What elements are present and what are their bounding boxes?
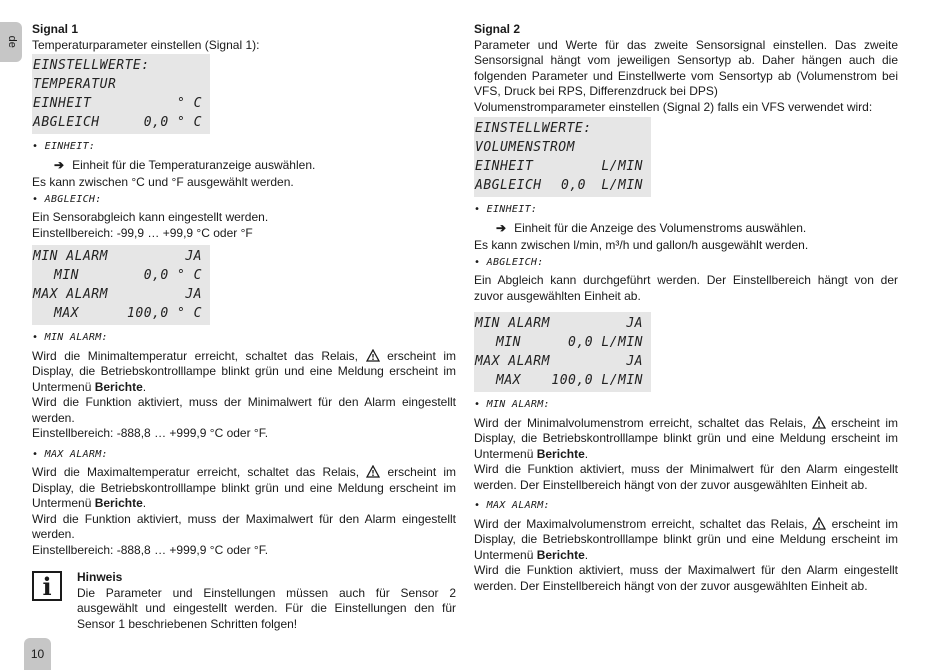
berichte-menu-name: Berichte: [536, 547, 585, 562]
abgleich-desc: Ein Sensorabgleich kann eingestellt werden.: [32, 210, 269, 224]
signal2-intro: Parameter und Werte für das zweite Sensorsignal einstellen. Das zweite Sensorsignal hängt vom jeweiligen Sensortyp ab. Daher hängen auch die folgenden Parameter und Einstellwerte vom Sensortyp ab (Volumenstrom bei VFS, Druck bei RPS, Differenzdruck bei DPS): [474, 37, 898, 98]
min-alarm-label: • MIN ALARM:: [474, 399, 550, 410]
einheit-label: • EINHEIT:: [32, 141, 96, 152]
lcd-row: [33, 285, 210, 304]
lcd-value: JA: [626, 354, 643, 369]
signal2-intro2: Volumenstromparameter einstellen (Signal 2) falls ein VFS verwendet wird:: [474, 99, 873, 114]
berichte-menu-name: Berichte: [536, 446, 585, 461]
max-alarm-text-b: erscheint im Display, die Betriebskontrolllampe blinkt grün und eine Meldung erscheint im Untermenü: [474, 516, 899, 562]
lcd-value: ° C: [177, 96, 202, 111]
warning-icon: [812, 517, 826, 530]
max-alarm-text-b: erscheint im Display, die Betriebskontrolllampe blinkt grün und eine Meldung erscheint im Untermenü: [32, 465, 456, 510]
min-alarm-text-b: erscheint im Display, die Betriebskontrolllampe blinkt grün und eine Meldung erscheint im Untermenü: [32, 348, 457, 394]
hint-box: [32, 570, 456, 632]
right-column: [474, 22, 898, 594]
abgleich-range: Einstellbereich: -99,9 … +99,9 °C oder °F: [32, 225, 253, 240]
lcd-row: [33, 75, 210, 94]
left-column: [32, 22, 456, 632]
lcd-text: MAX ALARM: [475, 354, 550, 369]
max-alarm-text: Wird die Maximaltemperatur erreicht, schaltet das Relais, erscheint im Display, die Betriebskontrolllampe blinkt grün und eine Meldung erscheint im Untermenü Berichte.: [32, 465, 456, 510]
min-alarm-range: Einstellbereich: -888,8 … +999,9 °C oder °F.: [32, 426, 269, 440]
lcd-text: MIN ALARM: [475, 316, 550, 331]
min-alarm-text-b: erscheint im Display, die Betriebskontrolllampe blinkt grün und eine Meldung erscheint im Untermenü: [474, 415, 898, 461]
lcd-text: TEMPERATUR: [33, 77, 117, 92]
lcd-value: L/MIN: [601, 178, 643, 193]
signal2-heading: Signal 2: [474, 22, 521, 36]
arrow-right-icon: ➔: [496, 220, 507, 235]
abgleich-desc: Ein Abgleich kann durchgeführt werden. Der Einstellbereich hängt von der zuvor ausgewählten Einheit ab.: [474, 273, 898, 303]
lcd-row: [475, 157, 651, 176]
min-alarm-activate: Wird die Funktion aktiviert, muss der Minimalwert für den Alarm eingestellt werden. Der Einstellbereich hängt von der zuvor ausgewählten Einheit ab.: [474, 462, 898, 492]
einheit-label: • EINHEIT:: [474, 204, 538, 215]
signal1-heading: Signal 1: [32, 22, 79, 36]
max-alarm-text-a: Wird die Maximaltemperatur erreicht, schaltet das Relais,: [32, 465, 360, 479]
lcd-row: [475, 371, 651, 390]
lcd-value: 0,0 ° C: [143, 115, 202, 130]
lcd-text: MIN ALARM: [33, 249, 108, 264]
lcd-alarm-volume: [474, 312, 651, 392]
berichte-menu-name: Berichte: [94, 496, 143, 510]
lcd-text: MAX: [54, 306, 79, 321]
lcd-row: [475, 333, 651, 352]
min-alarm-text-a: Wird die Minimaltemperatur erreicht, schaltet das Relais,: [32, 348, 359, 363]
lcd-text: MAX: [496, 373, 521, 388]
einheit-instruction: [32, 158, 456, 174]
lcd-row: [33, 94, 210, 113]
lcd-text: MAX ALARM: [33, 287, 108, 302]
lcd-row: [475, 138, 651, 157]
lcd-text: EINHEIT: [475, 159, 534, 174]
einheit-note: Es kann zwischen °C und °F ausgewählt werden.: [32, 175, 294, 189]
max-alarm-activate: Wird die Funktion aktiviert, muss der Maximalwert für den Alarm eingestellt werden.: [32, 511, 456, 541]
max-alarm-label: • MAX ALARM:: [32, 448, 108, 460]
lcd-value: 0,0 L/MIN: [568, 335, 643, 350]
max-alarm-range: Einstellbereich: -888,8 … +999,9 °C oder °F.: [32, 542, 269, 557]
lcd-text: EINHEIT: [33, 96, 92, 111]
lcd-value: JA: [185, 287, 202, 302]
max-alarm-label: • MAX ALARM:: [474, 500, 550, 511]
lcd-value: L/MIN: [601, 159, 643, 174]
lcd-row: [33, 304, 210, 323]
lcd-value: 100,0 L/MIN: [551, 373, 643, 388]
max-alarm-text: Wird der Maximalvolumenstrom erreicht, schaltet das Relais, erscheint im Display, die Betriebskontrolllampe blinkt grün und eine Meldung erscheint im Untermenü Berichte.: [474, 516, 899, 562]
lcd-row: [33, 266, 210, 285]
lcd-row: [475, 352, 651, 371]
berichte-menu-name: Berichte: [94, 379, 143, 394]
hint-text: Die Parameter und Einstellungen müssen auch für Sensor 2 ausgewählt und eingestellt werden. Für die Einstellungen den für Sensor 1 beschriebenen Schritten folgen!: [77, 585, 456, 631]
lcd-row: [475, 314, 651, 333]
lcd-value: JA: [626, 316, 643, 331]
lcd-text: MIN: [496, 335, 521, 350]
lcd-settings-volume: [474, 117, 651, 197]
lcd-text: EINSTELLWERTE:: [475, 121, 592, 136]
einheit-note: Es kann zwischen l/min, m³/h und gallon/h ausgewählt werden.: [474, 238, 809, 252]
abgleich-label: • ABGLEICH:: [474, 256, 544, 268]
lcd-row: [475, 119, 651, 138]
language-tab-label: de: [5, 35, 18, 48]
einheit-desc: Einheit für die Anzeige des Volumenstroms auswählen.: [514, 220, 807, 235]
einheit-desc: Einheit für die Temperaturanzeige auswählen.: [72, 157, 316, 172]
max-alarm-text-a: Wird der Maximalvolumenstrom erreicht, schaltet das Relais,: [474, 516, 808, 531]
min-alarm-text-a: Wird der Minimalvolumenstrom erreicht, schaltet das Relais,: [474, 415, 807, 430]
einheit-instruction: [474, 221, 898, 237]
lcd-text: EINSTELLWERTE:: [33, 58, 150, 73]
lcd-row: [33, 56, 210, 75]
min-alarm-text: Wird die Minimaltemperatur erreicht, schaltet das Relais, erscheint im Display, die Betriebskontrolllampe blinkt grün und eine Meldung erscheint im Untermenü Berichte.: [32, 348, 457, 394]
info-icon: i: [32, 571, 62, 601]
warning-icon: [366, 349, 380, 362]
warning-icon: [366, 465, 380, 478]
lcd-settings-temperature: [32, 54, 210, 134]
lcd-text: ABGLEICH: [33, 115, 100, 130]
lcd-text: MIN: [54, 268, 79, 283]
lcd-row: [475, 176, 651, 195]
min-alarm-text: Wird der Minimalvolumenstrom erreicht, schaltet das Relais, erscheint im Display, die Betriebskontrolllampe blinkt grün und eine Meldung erscheint im Untermenü Berichte.: [474, 415, 898, 461]
lcd-row: [33, 247, 210, 266]
lcd-text: ABGLEICH: [475, 178, 542, 193]
warning-icon: [812, 416, 826, 429]
hint-title: Hinweis: [77, 570, 123, 584]
min-alarm-activate: Wird die Funktion aktiviert, muss der Minimalwert für den Alarm eingestellt werden.: [32, 395, 456, 425]
lcd-value: 100,0 ° C: [127, 306, 202, 321]
page-number: 10: [24, 638, 51, 670]
lcd-value: 0,0: [561, 178, 586, 193]
abgleich-label: • ABGLEICH:: [32, 193, 102, 205]
max-alarm-activate: Wird die Funktion aktiviert, muss der Maximalwert für den Alarm eingestellt werden. Der Einstellbereich hängt von der zuvor ausgewählten Einheit ab.: [474, 563, 898, 593]
language-tab: [0, 22, 22, 62]
lcd-value: 0,0 ° C: [143, 268, 202, 283]
lcd-value: JA: [185, 249, 202, 264]
arrow-right-icon: ➔: [54, 157, 65, 172]
signal1-intro: Temperaturparameter einstellen (Signal 1):: [32, 37, 260, 52]
min-alarm-label: • MIN ALARM:: [32, 332, 108, 343]
lcd-text: VOLUMENSTROM: [475, 140, 575, 155]
lcd-alarm-temperature: [32, 245, 210, 325]
lcd-row: [33, 113, 210, 132]
